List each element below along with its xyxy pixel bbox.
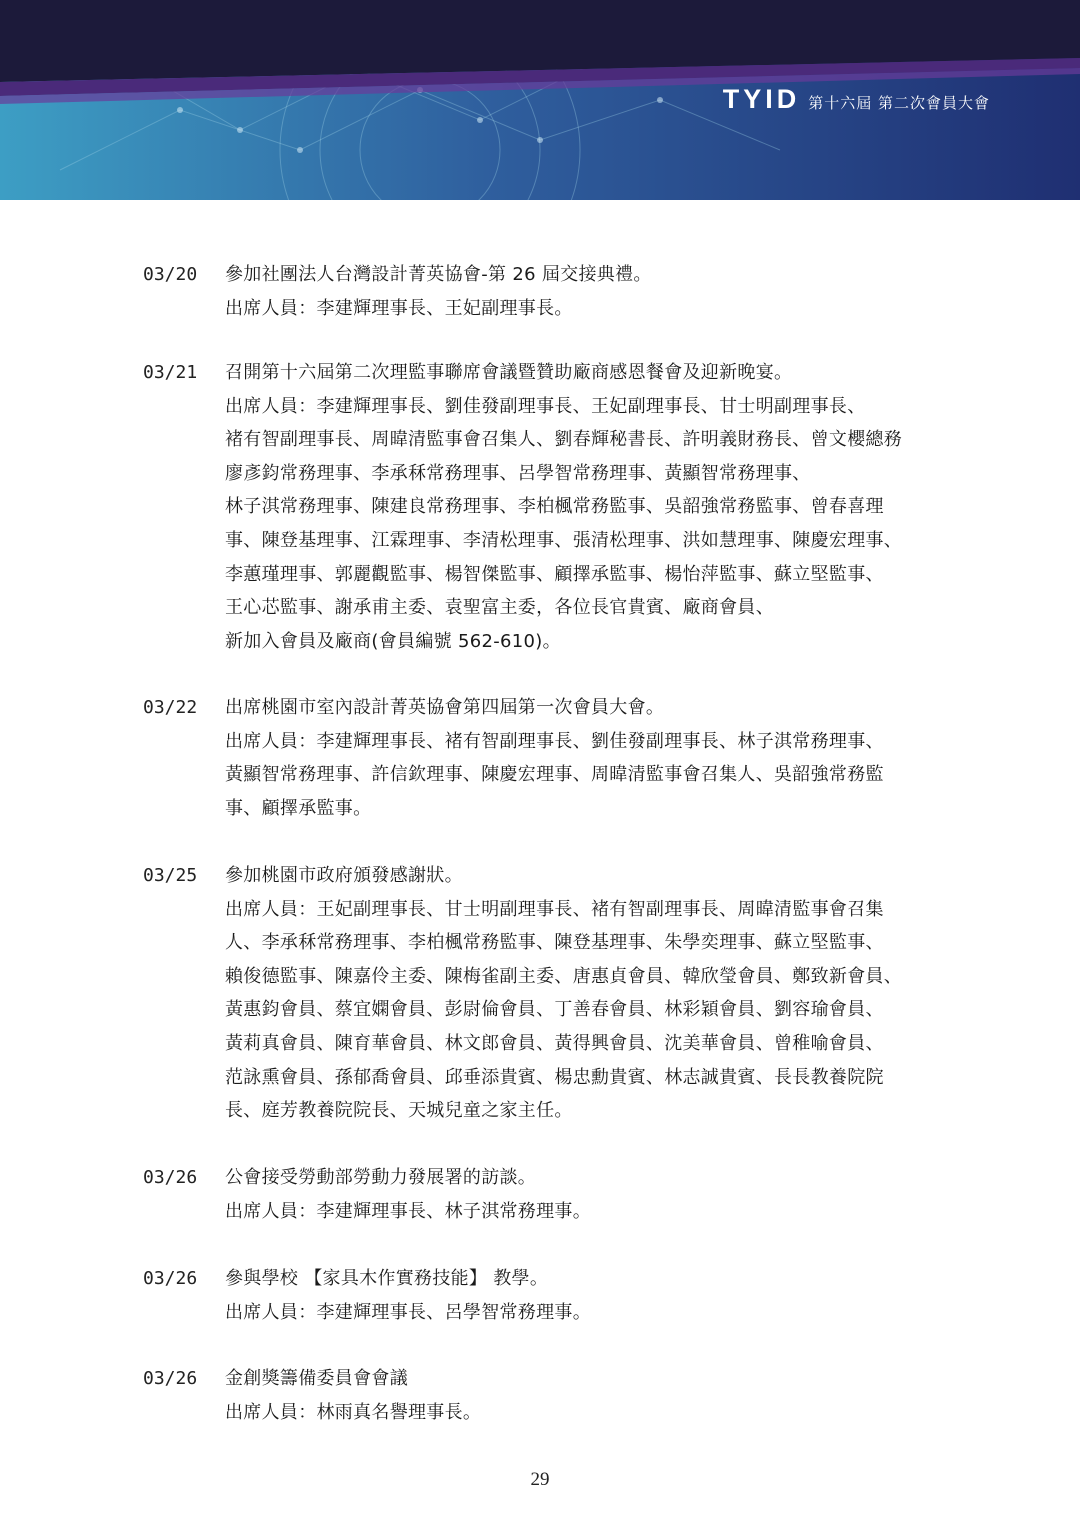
entry-text — [225, 1161, 985, 1228]
entry-text — [225, 1262, 985, 1329]
entry-attendees-line: 出席人員：李建輝理事長、林子淇常務理事。 — [225, 1200, 591, 1222]
entry-text — [225, 859, 985, 1128]
entry-date: 03/22 — [143, 697, 198, 718]
entry-description: 金創獎籌備委員會會議 — [225, 1368, 408, 1389]
entry-attendees-line: 出席人員：李建輝理事長、劉佳發副理事長、王妃副理事長、甘士明副理事長、 — [225, 395, 866, 417]
entry-attendees-line: 出席人員：李建輝理事長、褚有智副理事長、劉佳發副理事長、林子淇常務理事、 — [225, 730, 884, 752]
entry-description: 參與學校 【家具木作實務技能】 教學。 — [225, 1268, 549, 1289]
entry-text — [225, 356, 985, 658]
page-number: 29 — [530, 1469, 550, 1490]
entry-date: 03/26 — [143, 1368, 198, 1389]
entry-attendees-line: 事、顧擇承監事。 — [225, 797, 372, 819]
entry-attendees-line: 出席人員：林雨真名譽理事長。 — [225, 1401, 482, 1423]
entry-text — [225, 1362, 985, 1429]
entry-date: 03/20 — [143, 264, 198, 285]
entry-attendees-line: 黃惠鈞會員、蔡宜嫻會員、彭尉倫會員、丁善春會員、林彩穎會員、劉容瑜會員、 — [225, 999, 884, 1021]
entry-attendees-line: 黃莉真會員、陳育華會員、林文郎會員、黃得興會員、沈美華會員、曾稚喻會員、 — [225, 1032, 884, 1054]
entry-text — [225, 258, 985, 325]
entry-description: 公會接受勞動部勞動力發展署的訪談。 — [225, 1167, 537, 1188]
entry-date: 03/26 — [143, 1167, 198, 1188]
entry-attendees-line: 褚有智副理事長、周暐清監事會召集人、劉春輝秘書長、許明義財務長、曾文櫻總務 — [225, 429, 903, 451]
entry-attendees-line: 長、庭芳教養院院長、天城兒童之家主任。 — [225, 1100, 573, 1122]
entry-description: 召開第十六屆第二次理監事聯席會議暨贊助廠商感恩餐會及迎新晚宴。 — [225, 362, 793, 383]
entry-date: 03/21 — [143, 362, 198, 383]
entry-attendees-line: 廖彥鈞常務理事、李承秝常務理事、呂學智常務理事、黃顯智常務理事、 — [225, 462, 811, 484]
entry-attendees-line: 賴俊德監事、陳嘉伶主委、陳梅雀副主委、唐惠貞會員、韓欣瑩會員、鄭致新會員、 — [225, 965, 903, 987]
entry-attendees-line: 出席人員：李建輝理事長、呂學智常務理事。 — [225, 1301, 591, 1323]
entry-text — [225, 691, 985, 825]
tyid-logo: TYID — [722, 84, 801, 114]
entry-attendees-line: 李蕙瑾理事、郭麗觀監事、楊智傑監事、顧擇承監事、楊怡萍監事、蘇立堅監事、 — [225, 563, 884, 585]
entry-description: 參加桃園市政府頒發感謝狀。 — [225, 865, 463, 886]
entry-description: 參加社團法人台灣設計菁英協會-第 26 屆交接典禮。 — [225, 264, 652, 285]
entry-attendees-line: 范詠熏會員、孫郁喬會員、邱垂添貴賓、楊忠勳貴賓、林志誠貴賓、長長教養院院 — [225, 1066, 884, 1088]
entry-date: 03/26 — [143, 1268, 198, 1289]
entry-attendees-line: 黃顯智常務理事、許信欽理事、陳慶宏理事、周暐清監事會召集人、吳韶強常務監 — [225, 764, 884, 786]
header-banner — [0, 0, 1080, 200]
entry-attendees-line: 新加入會員及廠商(會員編號 562-610)。 — [225, 630, 561, 652]
entry-attendees-line: 王心芯監事、謝承甫主委、袁聖富主委，各位長官貴賓、廠商會員、 — [225, 597, 774, 619]
entry-date: 03/25 — [143, 865, 198, 886]
meeting-title: 第十六屆 第二次會員大會 — [808, 94, 990, 112]
entry-attendees-line: 事、陳登基理事、江霖理事、李清松理事、張清松理事、洪如慧理事、陳慶宏理事、 — [225, 529, 903, 551]
entry-attendees-line: 林子淇常務理事、陳建良常務理事、李柏楓常務監事、吳韶強常務監事、曾春喜理 — [225, 496, 884, 518]
entry-description: 出席桃園市室內設計菁英協會第四屆第一次會員大會。 — [225, 697, 665, 718]
entry-attendees-line: 出席人員：李建輝理事長、王妃副理事長。 — [225, 297, 573, 319]
entry-attendees-line: 人、李承秝常務理事、李柏楓常務監事、陳登基理事、朱學奕理事、蘇立堅監事、 — [225, 932, 884, 954]
brand — [723, 84, 990, 115]
entry-attendees-line: 出席人員：王妃副理事長、甘士明副理事長、褚有智副理事長、周暐清監事會召集 — [225, 898, 884, 920]
